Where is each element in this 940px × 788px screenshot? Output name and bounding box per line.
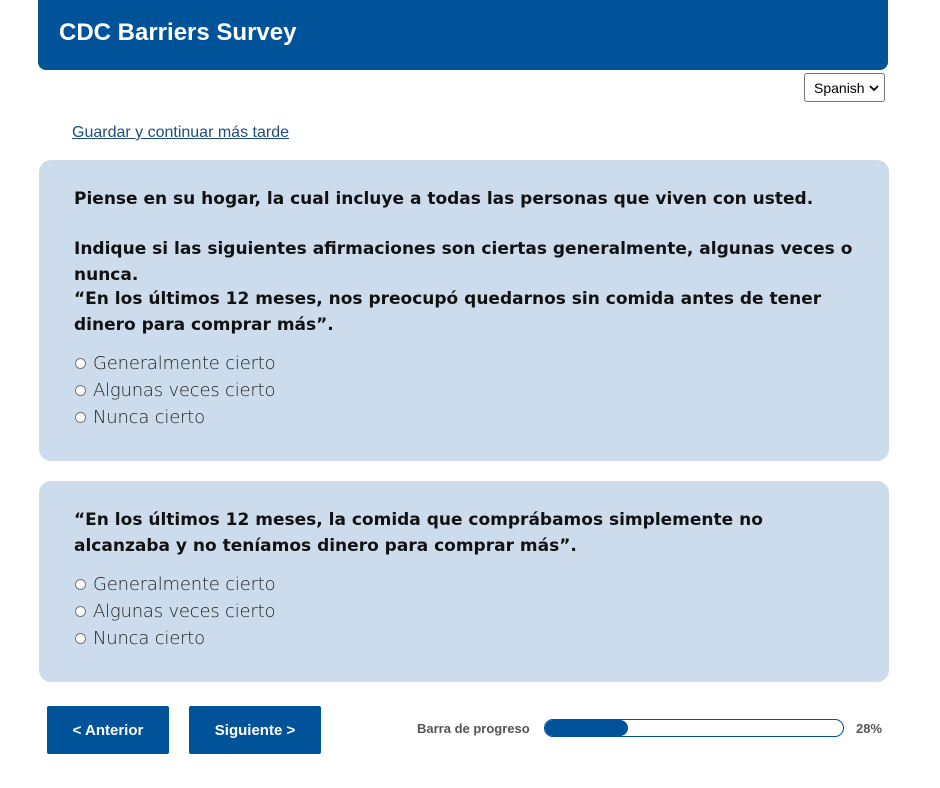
language-select[interactable] xyxy=(804,73,885,102)
radio-button[interactable] xyxy=(75,606,86,617)
question-2-option-never-true[interactable] xyxy=(75,625,275,652)
option-label: Generalmente cierto xyxy=(93,353,276,374)
progress-label: Barra de progreso xyxy=(417,721,530,736)
save-and-continue-later-link[interactable]: Guardar y continuar más tarde xyxy=(72,124,289,141)
option-label: Nunca cierto xyxy=(93,628,205,649)
option-label: Algunas veces cierto xyxy=(93,380,276,401)
radio-button[interactable] xyxy=(75,579,86,590)
question-1-option-sometimes-true[interactable] xyxy=(75,377,275,404)
question-2-statement: “En los últimos 12 meses, la comida que comprábamos simplemente no alcanzaba y no teníamos dinero para comprar más”. xyxy=(74,510,763,556)
question-1-options xyxy=(75,350,275,431)
radio-button[interactable] xyxy=(75,358,86,369)
progress-bar-fill xyxy=(545,720,628,736)
previous-button[interactable]: < Anterior xyxy=(47,706,169,754)
page-title: CDC Barriers Survey xyxy=(59,19,297,46)
question-2-options xyxy=(75,571,275,652)
option-label: Generalmente cierto xyxy=(93,574,276,595)
question-1-intro: Piense en su hogar, la cual incluye a todas las personas que viven con usted. xyxy=(74,189,814,209)
next-button[interactable]: Siguiente > xyxy=(189,706,321,754)
header-bar xyxy=(38,0,888,70)
question-1-option-never-true[interactable] xyxy=(75,404,275,431)
question-card-2 xyxy=(39,481,889,682)
option-label: Nunca cierto xyxy=(93,407,205,428)
question-2-option-often-true[interactable] xyxy=(75,571,275,598)
question-card-1 xyxy=(39,160,889,461)
progress-bar xyxy=(544,719,844,737)
radio-button[interactable] xyxy=(75,412,86,423)
question-1-instruction: Indique si las siguientes afirmaciones son ciertas generalmente, algunas veces o nunca. xyxy=(74,239,853,285)
question-1-statement: “En los últimos 12 meses, nos preocupó quedarnos sin comida antes de tener dinero para comprar más”. xyxy=(74,289,822,335)
chevron-down-icon xyxy=(868,82,880,94)
language-select-value: Spanish xyxy=(814,79,865,96)
option-label: Algunas veces cierto xyxy=(93,601,276,622)
radio-button[interactable] xyxy=(75,633,86,644)
radio-button[interactable] xyxy=(75,385,86,396)
question-2-option-sometimes-true[interactable] xyxy=(75,598,275,625)
question-1-option-often-true[interactable] xyxy=(75,350,275,377)
progress-percent: 28% xyxy=(856,721,883,736)
